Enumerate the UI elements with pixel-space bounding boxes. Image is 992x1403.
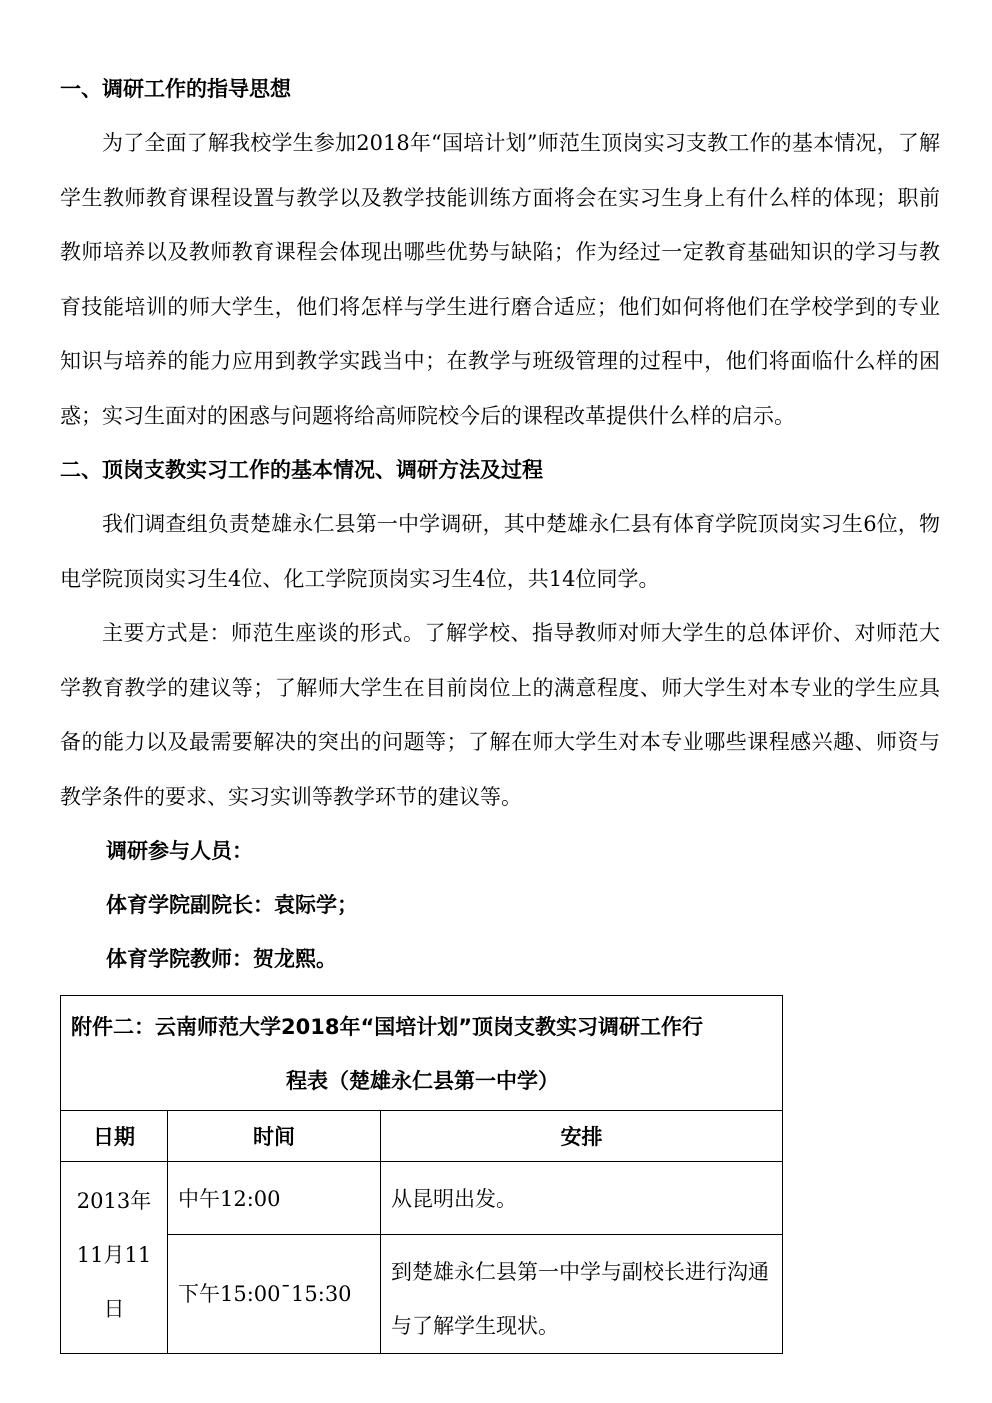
schedule-caption-line-2: 程表（楚雄永仁县第一中学） [286,1069,559,1093]
section-2-paragraph-1: 我们调查组负责楚雄永仁县第一中学调研，其中楚雄永仁县有体育学院顶岗实习生6位，物电学院顶岗实习生4位、化工学院顶岗实习生4位，共14位同学。 [60,512,940,591]
date-line-1: 2013年 [76,1189,152,1213]
time-cell: 下午15:00¯15:30 [168,1235,381,1354]
table-row [61,1162,783,1235]
time-cell: 中午12:00 [168,1162,381,1235]
participant-teacher: 体育学院教师：贺龙熙。 [106,947,337,971]
schedule-header-row [61,1111,783,1162]
date-cell [61,1162,168,1354]
arrangement-cell: 从昆明出发。 [381,1162,783,1235]
arrangement-cell: 到楚雄永仁县第一中学与副校长进行沟通与了解学生现状。 [381,1235,783,1354]
section-2-paragraph-2: 主要方式是：师范生座谈的形式。了解学校、指导教师对师大学生的总体评价、对师范大学教育教学的建议等；了解师大学生在目前岗位上的满意程度、师大学生对本专业的学生应具备的能力以及最需要解决的突出的问题等；了解在师大学生对本专业哪些课程感兴趣、师资与教学条件的要求、实习实训等教学环节的建议等。 [60,621,940,809]
date-line-2: 11月11 [76,1243,152,1267]
schedule-caption [61,996,783,1111]
schedule-table [60,995,783,1354]
participants-label: 调研参与人员： [106,839,253,863]
header-arrangement: 安排 [381,1111,783,1162]
table-row [61,1235,783,1354]
section-1-paragraph: 为了全面了解我校学生参加2018年“国培计划”师范生顶岗实习支教工作的基本情况，了解学生教师教育课程设置与教学以及教学技能训练方面将会在实习生身上有什么样的体现；职前教师培养以及教师教育课程会体现出哪些优势与缺陷；作为经过一定教育基础知识的学习与教育技能培训的师大学生，他们将怎样与学生进行磨合适应；他们如何将他们在学校学到的专业知识与培养的能力应用到教学实践当中；在教学与班级管理的过程中，他们将面临什么样的困惑；实习生面对的困惑与问题将给高师院校今后的课程改革提供什么样的启示。 [60,131,940,428]
header-time: 时间 [168,1111,381,1162]
section-2-heading: 二、顶岗支教实习工作的基本情况、调研方法及过程 [60,458,543,482]
date-line-3: 日 [103,1297,125,1321]
document-body [60,62,940,986]
section-1-heading: 一、调研工作的指导思想 [60,77,291,101]
schedule-caption-row [61,996,783,1111]
schedule-caption-line-1: 附件二：云南师范大学2018年“国培计划”顶岗支教实习调研工作行 [71,1015,704,1039]
participant-vice-dean: 体育学院副院长：袁际学； [106,893,358,917]
header-date: 日期 [61,1111,168,1162]
